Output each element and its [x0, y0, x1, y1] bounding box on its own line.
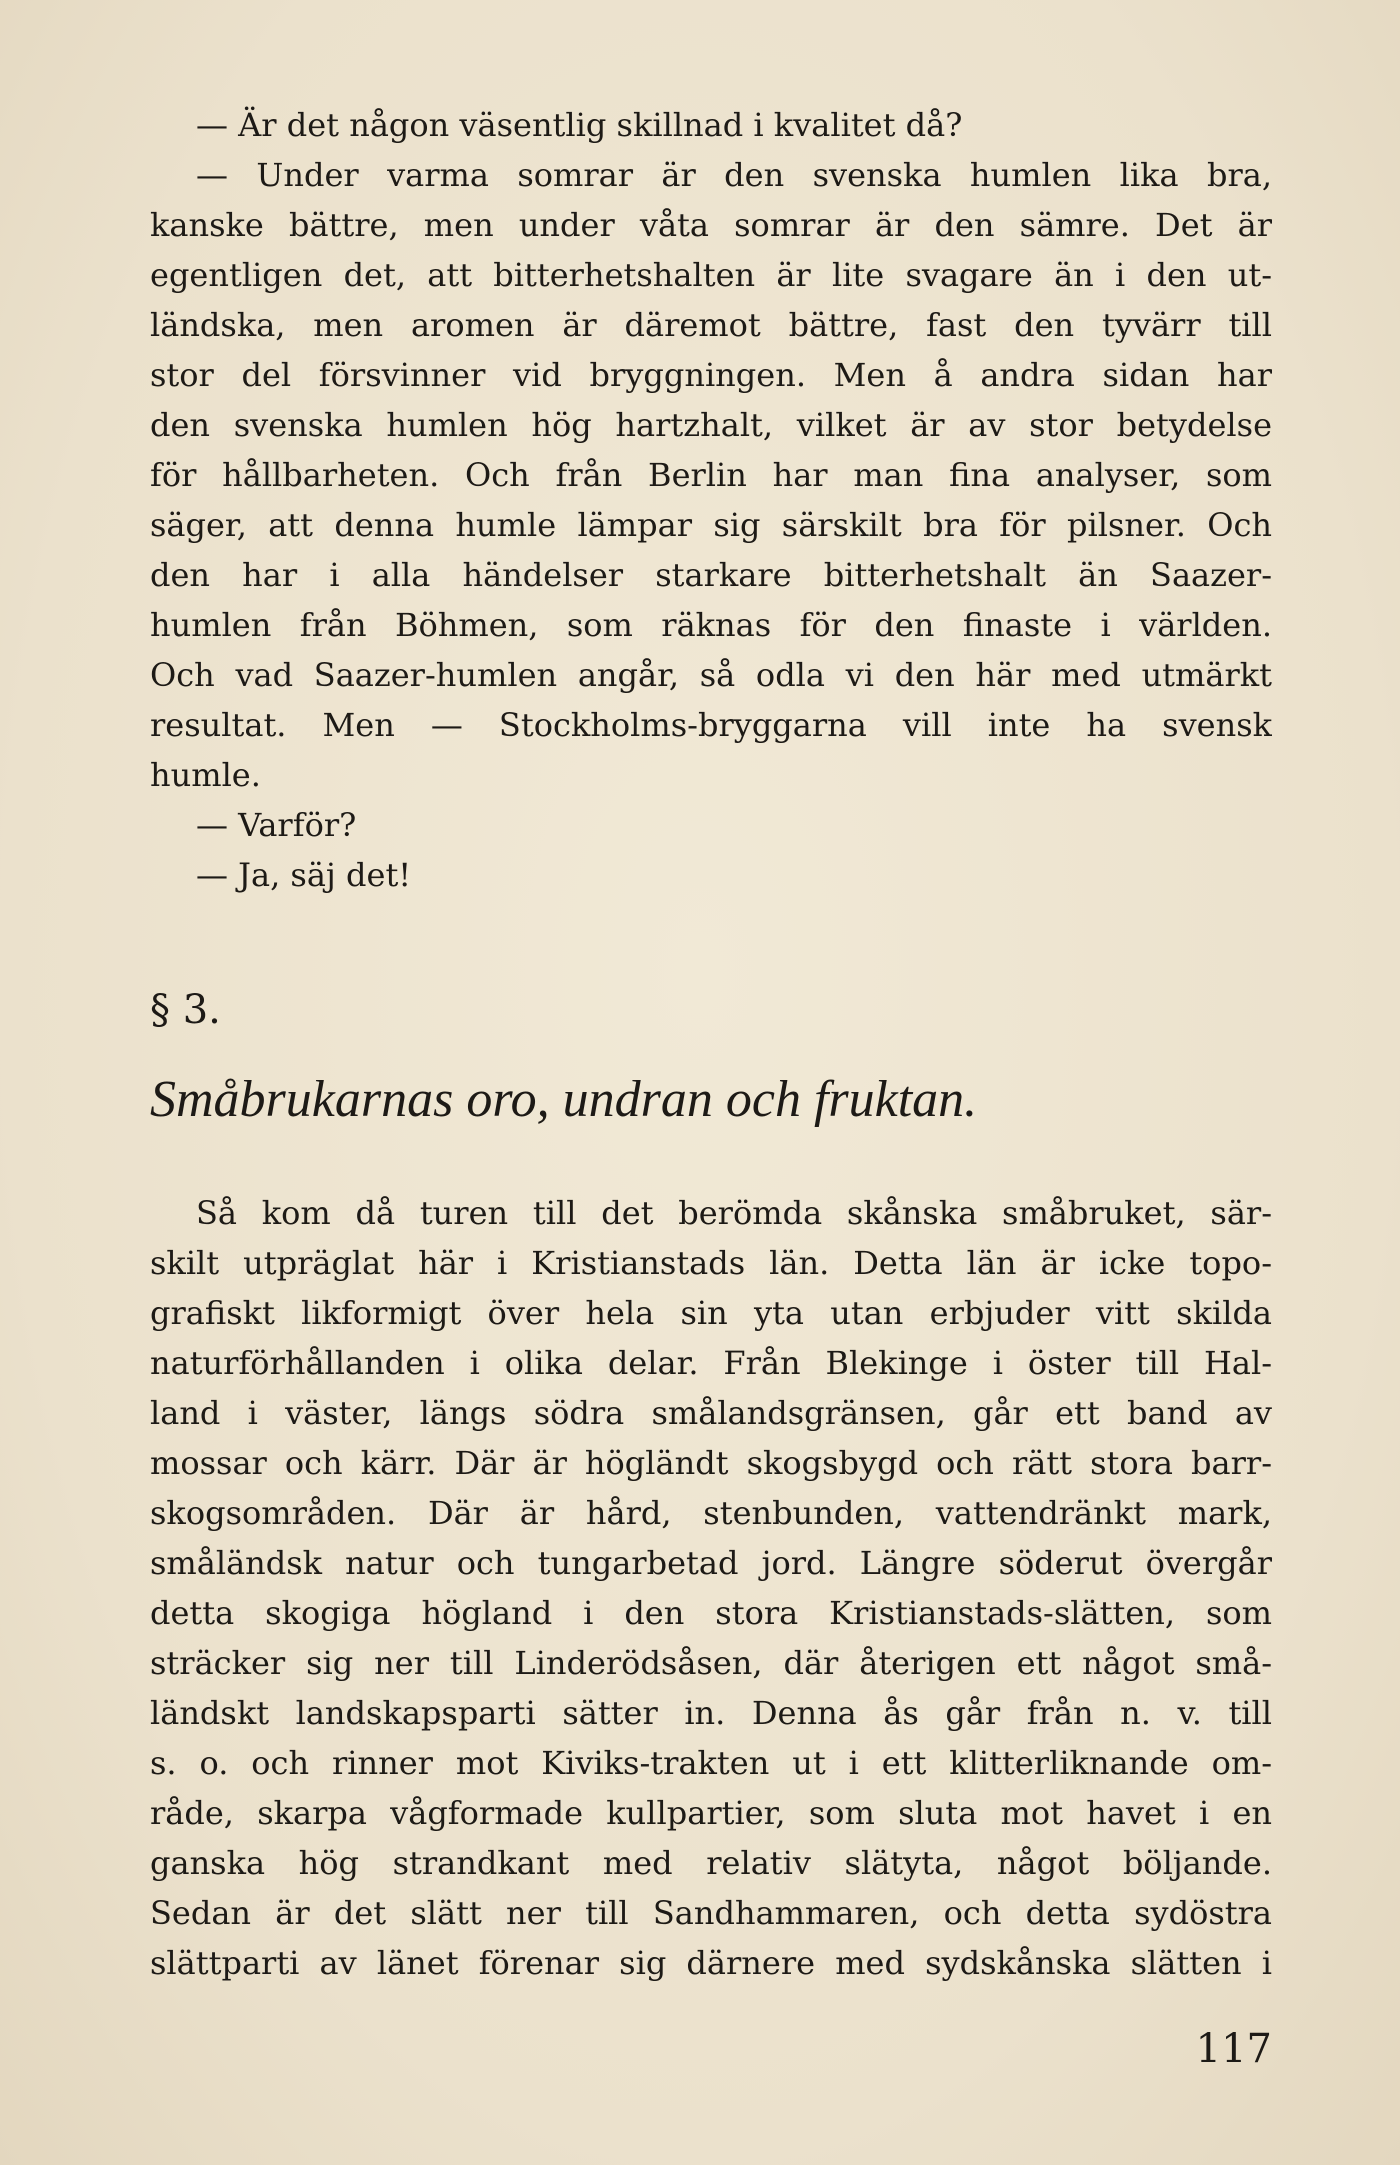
dialogue-line: säger, att denna humle lämpar sig särskilt bra för pilsner. Och [150, 506, 1272, 544]
dialogue-line: egentligen det, att bitterhetshalten är lite svagare än i den ut- [150, 256, 1272, 294]
section-heading: Småbrukarnas oro, undran och fruktan. [150, 1071, 978, 1128]
dialogue-line: för hållbarheten. Och från Berlin har man fina analyser, som [150, 456, 1272, 494]
dialogue-line: stor del försvinner vid bryggningen. Men å andra sidan har [150, 356, 1272, 394]
body-line: sträcker sig ner till Linderödsåsen, där återigen ett något små- [150, 1644, 1272, 1682]
body-text-block [150, 1188, 1272, 1988]
dialogue-line: — Är det någon väsentlig skillnad i kvalitet då? [196, 106, 963, 144]
body-line: slättparti av länet förenar sig därnere med sydskånska slätten i [150, 1944, 1272, 1982]
dialogue-line: den har i alla händelser starkare bitterhetshalt än Saazer- [150, 556, 1272, 594]
dialogue-text-block [150, 100, 1272, 900]
body-line: ganska hög strandkant med relativ slätyta, något böljande. [150, 1844, 1272, 1882]
body-line: ländskt landskapsparti sätter in. Denna ås går från n. v. till [150, 1694, 1272, 1732]
dialogue-line: — Under varma somrar är den svenska humlen lika bra, [196, 156, 1272, 194]
body-line: mossar och kärr. Där är högländt skogsbygd och rätt stora barr- [150, 1444, 1272, 1482]
dialogue-line: — Varför? [196, 806, 357, 844]
dialogue-line: Och vad Saazer-humlen angår, så odla vi den här med utmärkt [150, 656, 1272, 694]
section-number: § 3. [150, 987, 221, 1033]
body-line: skogsområden. Där är hård, stenbunden, vattendränkt mark, [150, 1494, 1272, 1532]
body-line: skilt utpräglat här i Kristianstads län. Detta län är icke topo- [150, 1244, 1272, 1282]
body-line: grafiskt likformigt över hela sin yta utan erbjuder vitt skilda [150, 1294, 1272, 1332]
dialogue-line: humlen från Böhmen, som räknas för den finaste i världen. [150, 606, 1272, 644]
dialogue-line: kanske bättre, men under våta somrar är den sämre. Det är [150, 206, 1272, 244]
dialogue-line: — Ja, säj det! [196, 856, 412, 894]
dialogue-line: resultat. Men — Stockholms-bryggarna vill inte ha svensk [150, 706, 1272, 744]
dialogue-line: humle. [150, 756, 261, 794]
dialogue-line: den svenska humlen hög hartzhalt, vilket är av stor betydelse [150, 406, 1272, 444]
body-line: Så kom då turen till det berömda skånska småbruket, sär- [196, 1194, 1272, 1232]
body-line: land i väster, längs södra smålandsgränsen, går ett band av [150, 1394, 1272, 1432]
body-line: naturförhållanden i olika delar. Från Blekinge i öster till Hal- [150, 1344, 1272, 1382]
page-number: 117 [1195, 2026, 1272, 2072]
body-line: detta skogiga högland i den stora Kristianstads-slätten, som [150, 1594, 1272, 1632]
body-line: s. o. och rinner mot Kiviks-trakten ut i ett klitterliknande om- [150, 1744, 1272, 1782]
body-line: Sedan är det slätt ner till Sandhammaren, och detta sydöstra [150, 1894, 1272, 1932]
dialogue-line: ländska, men aromen är däremot bättre, fast den tyvärr till [150, 306, 1272, 344]
body-line: råde, skarpa vågformade kullpartier, som sluta mot havet i en [150, 1794, 1272, 1832]
body-line: småländsk natur och tungarbetad jord. Längre söderut övergår [150, 1544, 1272, 1582]
